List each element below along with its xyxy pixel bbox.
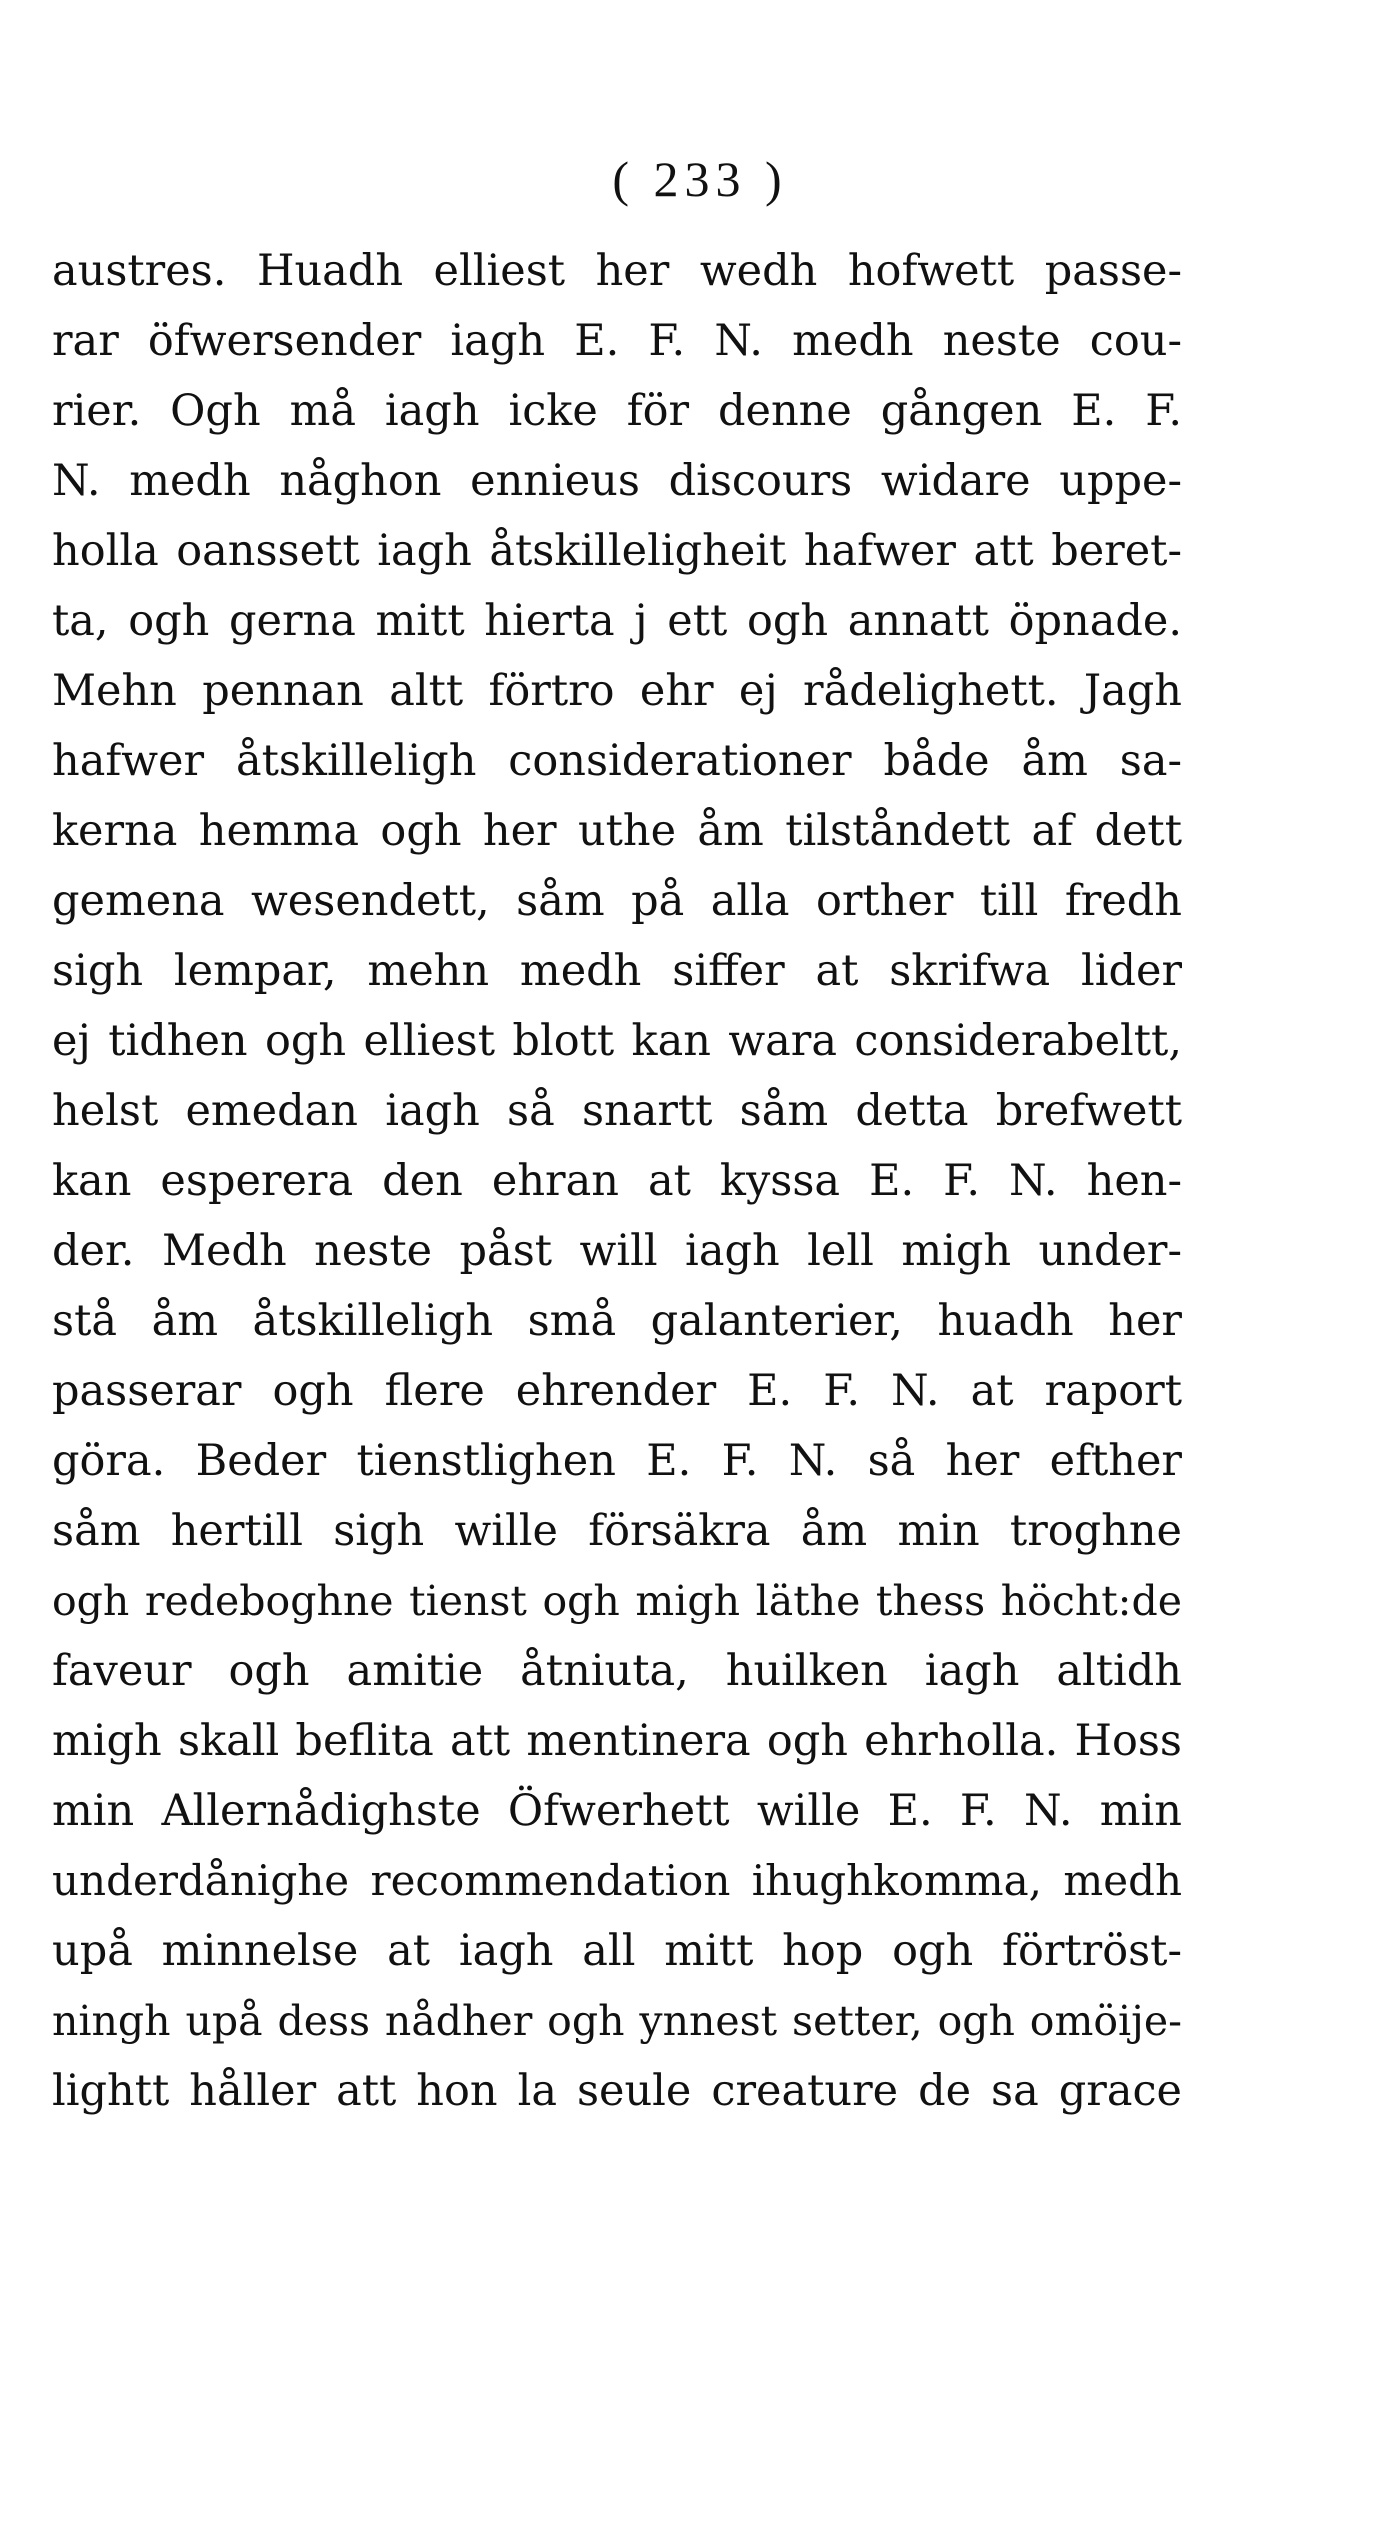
page-number: ( 233 ) xyxy=(612,151,788,207)
text-line: holla oanssett iagh åtskilleligheit hafwer att beret- xyxy=(52,526,1182,576)
text-line: gemena wesendett, såm på alla orther till fredh xyxy=(52,876,1182,926)
text-line: ningh upå dess nådher ogh ynnest setter, ogh omöije- xyxy=(52,1997,1182,2045)
text-line: lightt håller att hon la seule creature de sa grace xyxy=(52,2066,1182,2116)
text-line: kerna hemma ogh her uthe åm tilståndett af dett xyxy=(52,806,1182,856)
text-line: underdånighe recommendation ihughkomma, medh xyxy=(52,1856,1182,1905)
text-line: ej tidhen ogh elliest blott kan wara considerabeltt, xyxy=(52,1016,1182,1066)
body-text xyxy=(0,236,1400,2236)
text-line: migh skall beflita att mentinera ogh ehrholla. Hoss xyxy=(52,1716,1182,1766)
text-line: der. Medh neste påst will iagh lell migh under- xyxy=(52,1226,1182,1276)
text-line: rar öfwersender iagh E. F. N. medh neste cou- xyxy=(52,316,1182,366)
text-line: passerar ogh flere ehrender E. F. N. at raport xyxy=(52,1366,1182,1416)
text-line: helst emedan iagh så snartt såm detta brefwett xyxy=(52,1086,1182,1136)
text-line: faveur ogh amitie åtniuta, huilken iagh altidh xyxy=(52,1646,1182,1696)
text-line: sigh lempar, mehn medh siffer at skrifwa lider xyxy=(52,946,1182,996)
text-line: rier. Ogh må iagh icke för denne gången E. F. xyxy=(52,386,1182,436)
text-line: hafwer åtskilleligh considerationer både åm sa- xyxy=(52,736,1182,786)
text-line: såm hertill sigh wille försäkra åm min troghne xyxy=(52,1506,1182,1556)
text-line: kan esperera den ehran at kyssa E. F. N. hen- xyxy=(52,1156,1182,1206)
text-line: ta, ogh gerna mitt hierta j ett ogh annatt öpnade. xyxy=(52,596,1182,646)
text-line: Mehn pennan altt förtro ehr ej rådelighett. Jagh xyxy=(52,666,1182,716)
text-line: upå minnelse at iagh all mitt hop ogh förtröst- xyxy=(52,1926,1182,1976)
text-line: min Allernådighste Öfwerhett wille E. F. N. min xyxy=(52,1786,1182,1836)
text-line: N. medh någhon ennieus discours widare uppe- xyxy=(52,456,1182,506)
text-line: stå åm åtskilleligh små galanterier, huadh her xyxy=(52,1296,1182,1346)
text-line: austres. Huadh elliest her wedh hofwett passe- xyxy=(52,246,1182,296)
text-line: göra. Beder tienstlighen E. F. N. så her efther xyxy=(52,1436,1182,1486)
text-line: ogh redeboghne tienst ogh migh läthe thess höcht:de xyxy=(52,1577,1182,1625)
